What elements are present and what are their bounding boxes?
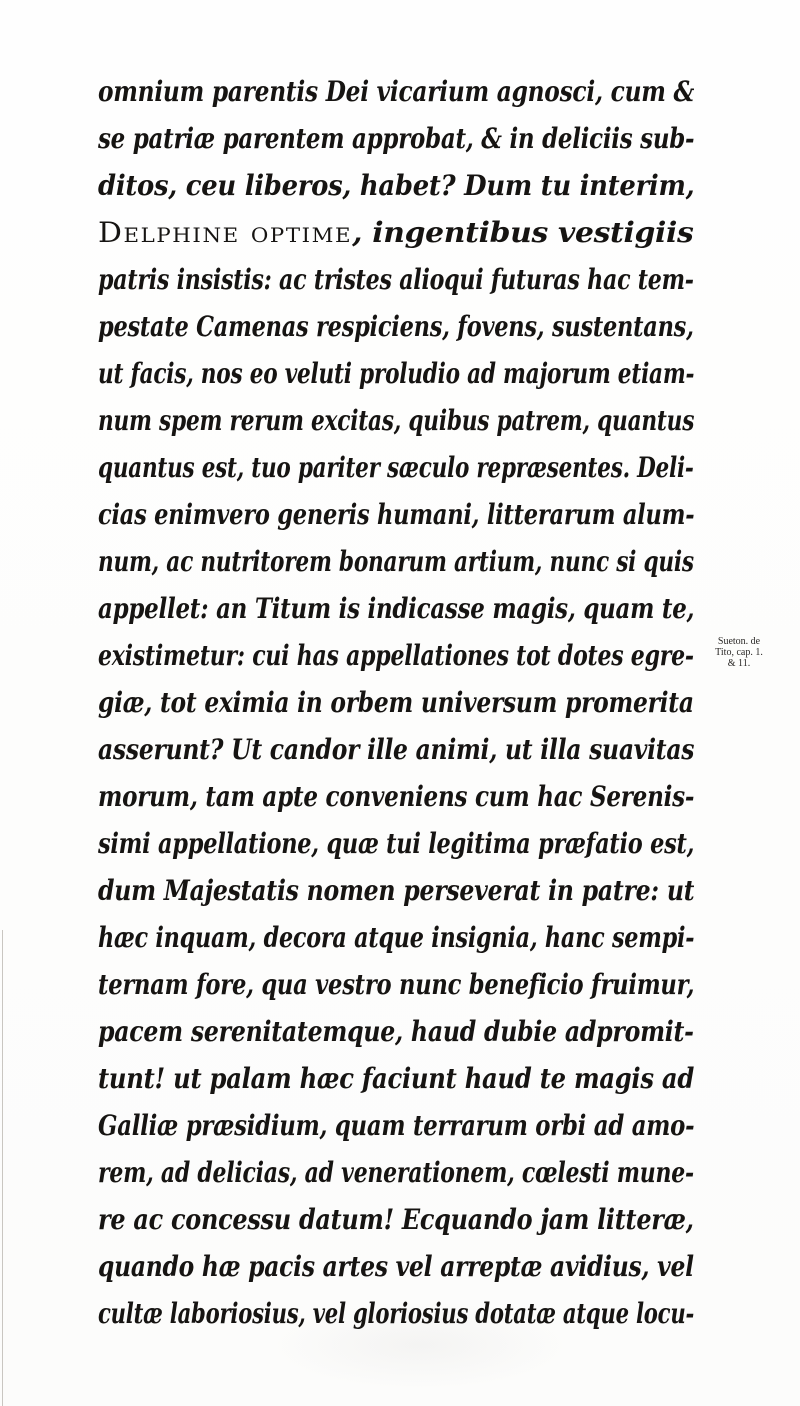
text-line: existimetur: cui has appellationes tot dotes egre- <box>98 639 694 672</box>
text-line: hæc inquam, decora atque insignia, hanc sempi- <box>98 921 694 954</box>
text-line: rem, ad delicias, ad venerationem, cœlesti mune- <box>98 1156 694 1189</box>
delphine-smallcaps: Delphine optime <box>98 216 353 249</box>
text-line: num, ac nutritorem bonarum artium, nunc si quis <box>98 545 694 578</box>
text-line: cias enimvero generis humani, litterarum alum- <box>98 498 694 531</box>
text-line: num spem rerum excitas, quibus patrem, quantus <box>98 404 694 437</box>
text-line: simi appellatione, quæ tui legitima præfatio est, <box>98 827 694 860</box>
text-line: ditos, ceu liberos, habet? Dum tu interim, <box>98 169 694 202</box>
text-line: ternam fore, qua vestro nunc beneficio fruimur, <box>98 968 694 1001</box>
text-line: asserunt? Ut candor ille animi, ut illa suavitas <box>98 733 694 766</box>
text-line-delphine <box>98 208 694 258</box>
text-line: quantus est, tuo pariter sæculo repræsentes. Deli- <box>98 451 694 484</box>
text-line: re ac concessu datum! Ecquando jam litteræ, <box>98 1203 694 1236</box>
text-line: giæ, tot eximia in orbem universum promerita <box>98 686 694 719</box>
text-line: ut facis, nos eo veluti proludio ad majorum etiam- <box>98 357 694 390</box>
text-line: tunt! ut palam hæc faciunt haud te magis ad <box>98 1062 694 1095</box>
text-line: Galliæ præsidium, quam terrarum orbi ad amo- <box>98 1109 694 1142</box>
text-line: cultæ laboriosius, vel gloriosius dotatæ atque locu- <box>98 1297 694 1330</box>
marginal-note-line: Tito, cap. 1. <box>715 647 763 658</box>
text-line: morum, tam apte conveniens cum hac Serenis- <box>98 780 694 813</box>
marginal-note <box>706 636 772 669</box>
text-line: patris insistis: ac tristes alioqui futuras hac tem- <box>98 263 694 296</box>
text-line: appellet: an Titum is indicasse magis, quam te, <box>98 592 694 625</box>
text-line: dum Majestatis nomen perseverat in patre: ut <box>98 874 694 907</box>
text-line: se patriæ parentem approbat, & in deliciis sub- <box>98 122 694 155</box>
text-line: pacem serenitatemque, haud dubie adpromit- <box>98 1015 694 1048</box>
text-line: quando hæ pacis artes vel arreptæ avidius, vel <box>98 1250 694 1283</box>
text-line: omnium parentis Dei vicarium agnosci, cum & <box>98 75 694 108</box>
text-line: pestate Camenas respiciens, fovens, sustentans, <box>98 310 694 343</box>
marginal-note-line: Sueton. de <box>717 636 761 647</box>
delphine-rest: , ingentibus vestigiis <box>352 216 694 249</box>
marginal-note-line: & 11. <box>727 658 751 669</box>
